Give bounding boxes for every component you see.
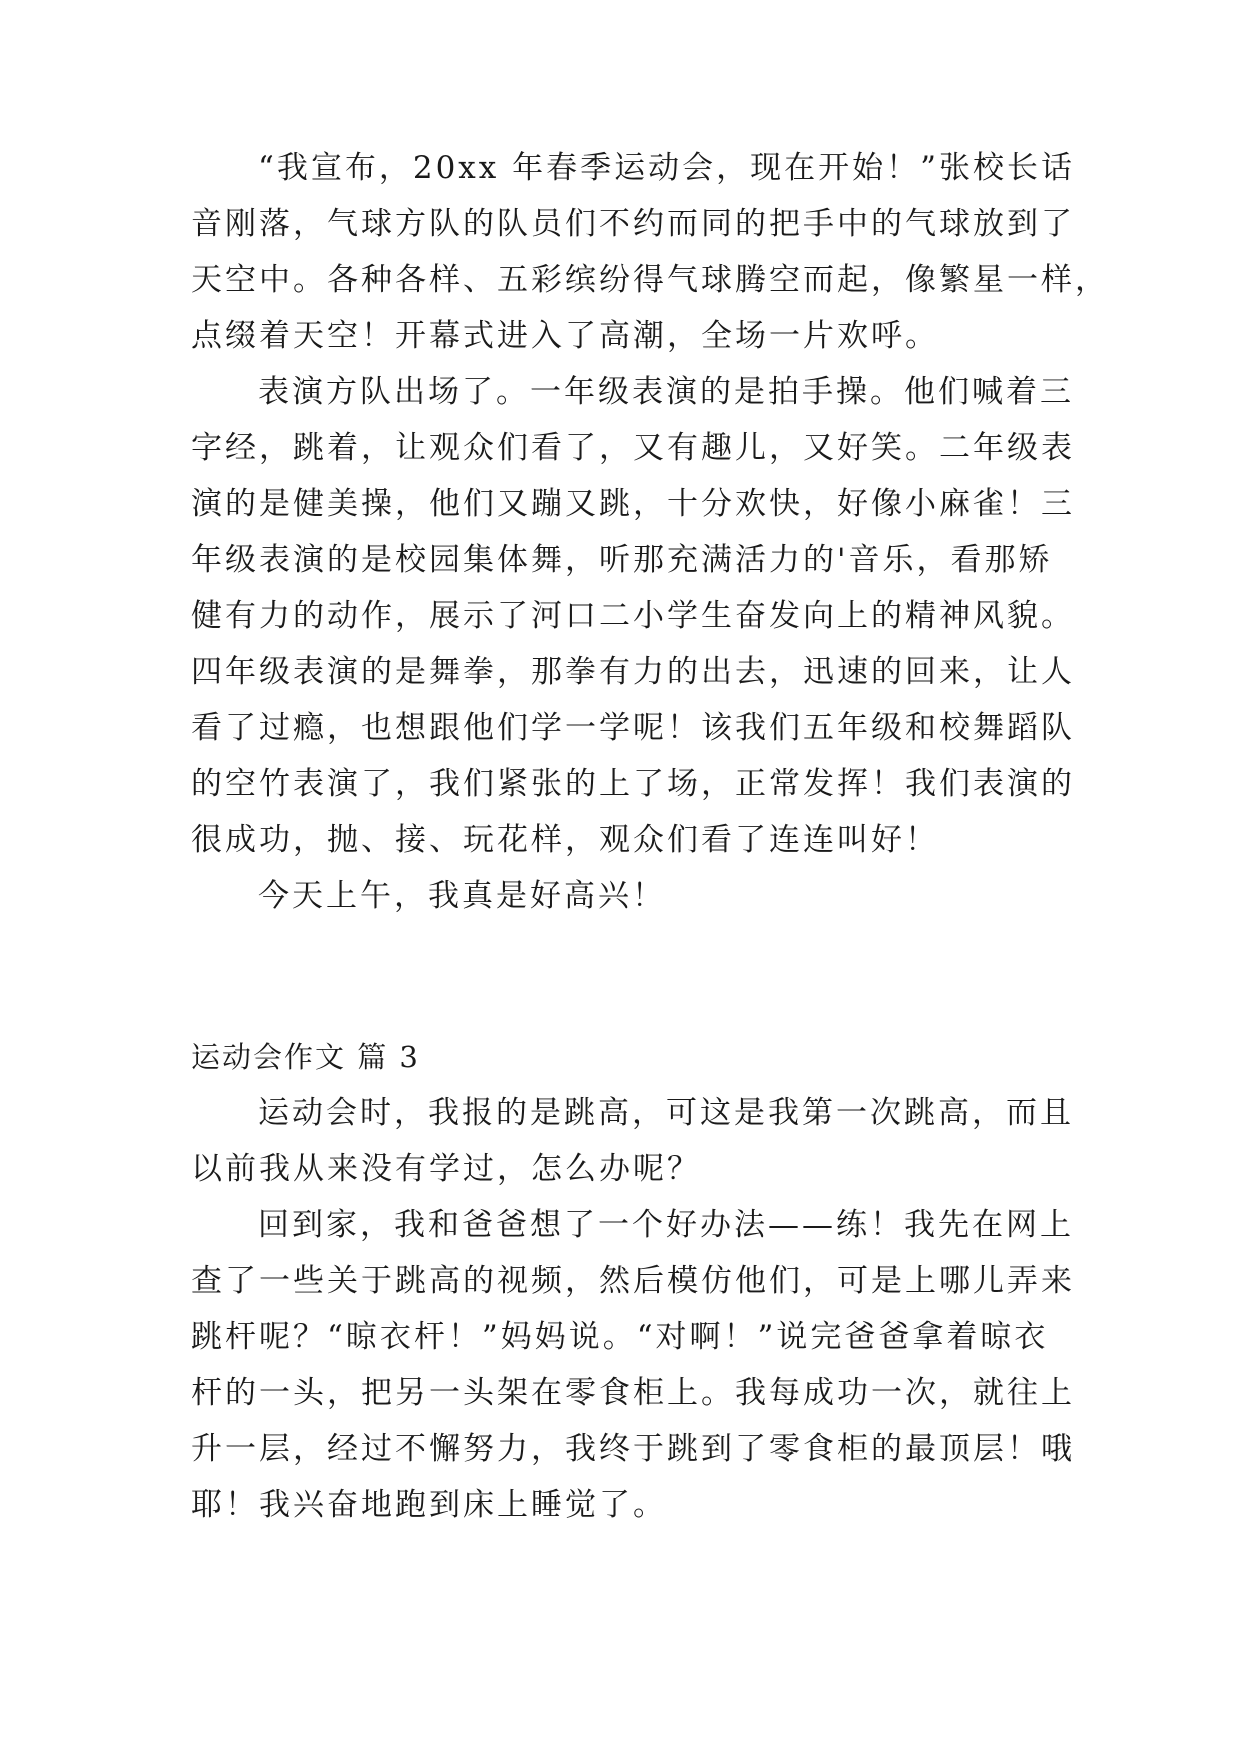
text-line: 四年级表演的是舞拳，那拳有力的出去，迅速的回来，让人 xyxy=(191,654,1075,690)
text-line: 跳杆呢？“晾衣杆！”妈妈说。“对啊！”说完爸爸拿着晾衣 xyxy=(191,1319,1049,1355)
text-line: 音刚落，气球方队的队员们不约而同的把手中的气球放到了 xyxy=(191,206,1075,242)
text-line: “我宣布，20xx 年春季运动会，现在开始！”张校长话 xyxy=(258,150,1075,186)
text-line: 字经，跳着，让观众们看了，又有趣儿，又好笑。二年级表 xyxy=(191,430,1075,466)
text-line: 天空中。各种各样、五彩缤纷得气球腾空而起，像繁星一样， xyxy=(191,262,1109,298)
text-line: 升一层，经过不懈努力，我终于跳到了零食柜的最顶层！哦 xyxy=(191,1431,1075,1467)
text-line: 健有力的动作，展示了河口二小学生奋发向上的精神风貌。 xyxy=(191,598,1075,634)
text-line: 点缀着天空！开幕式进入了高潮，全场一片欢呼。 xyxy=(191,318,939,354)
text-line: 运动会时，我报的是跳高，可这是我第一次跳高，而且 xyxy=(258,1095,1074,1131)
text-line: 演的是健美操，他们又蹦又跳，十分欢快，好像小麻雀！三 xyxy=(191,486,1075,522)
text-line: 回到家，我和爸爸想了一个好办法——练！我先在网上 xyxy=(258,1207,1074,1243)
text-line: 年级表演的是校园集体舞，听那充满活力的'音乐，看那矫 xyxy=(191,542,1053,578)
section-title: 运动会作文 篇 3 xyxy=(191,1040,420,1074)
text-line: 今天上午，我真是好高兴！ xyxy=(258,878,666,914)
text-line: 表演方队出场了。一年级表演的是拍手操。他们喊着三 xyxy=(258,374,1074,410)
text-line: 杆的一头，把另一头架在零食柜上。我每成功一次，就往上 xyxy=(191,1375,1075,1411)
text-line: 以前我从来没有学过，怎么办呢？ xyxy=(191,1151,701,1187)
text-line: 耶！我兴奋地跑到床上睡觉了。 xyxy=(191,1487,667,1523)
text-line: 看了过瘾，也想跟他们学一学呢！该我们五年级和校舞蹈队 xyxy=(191,710,1075,746)
text-line: 很成功，抛、接、玩花样，观众们看了连连叫好！ xyxy=(191,822,939,858)
text-line: 的空竹表演了，我们紧张的上了场，正常发挥！我们表演的 xyxy=(191,766,1075,802)
text-line: 查了一些关于跳高的视频，然后模仿他们，可是上哪儿弄来 xyxy=(191,1263,1075,1299)
